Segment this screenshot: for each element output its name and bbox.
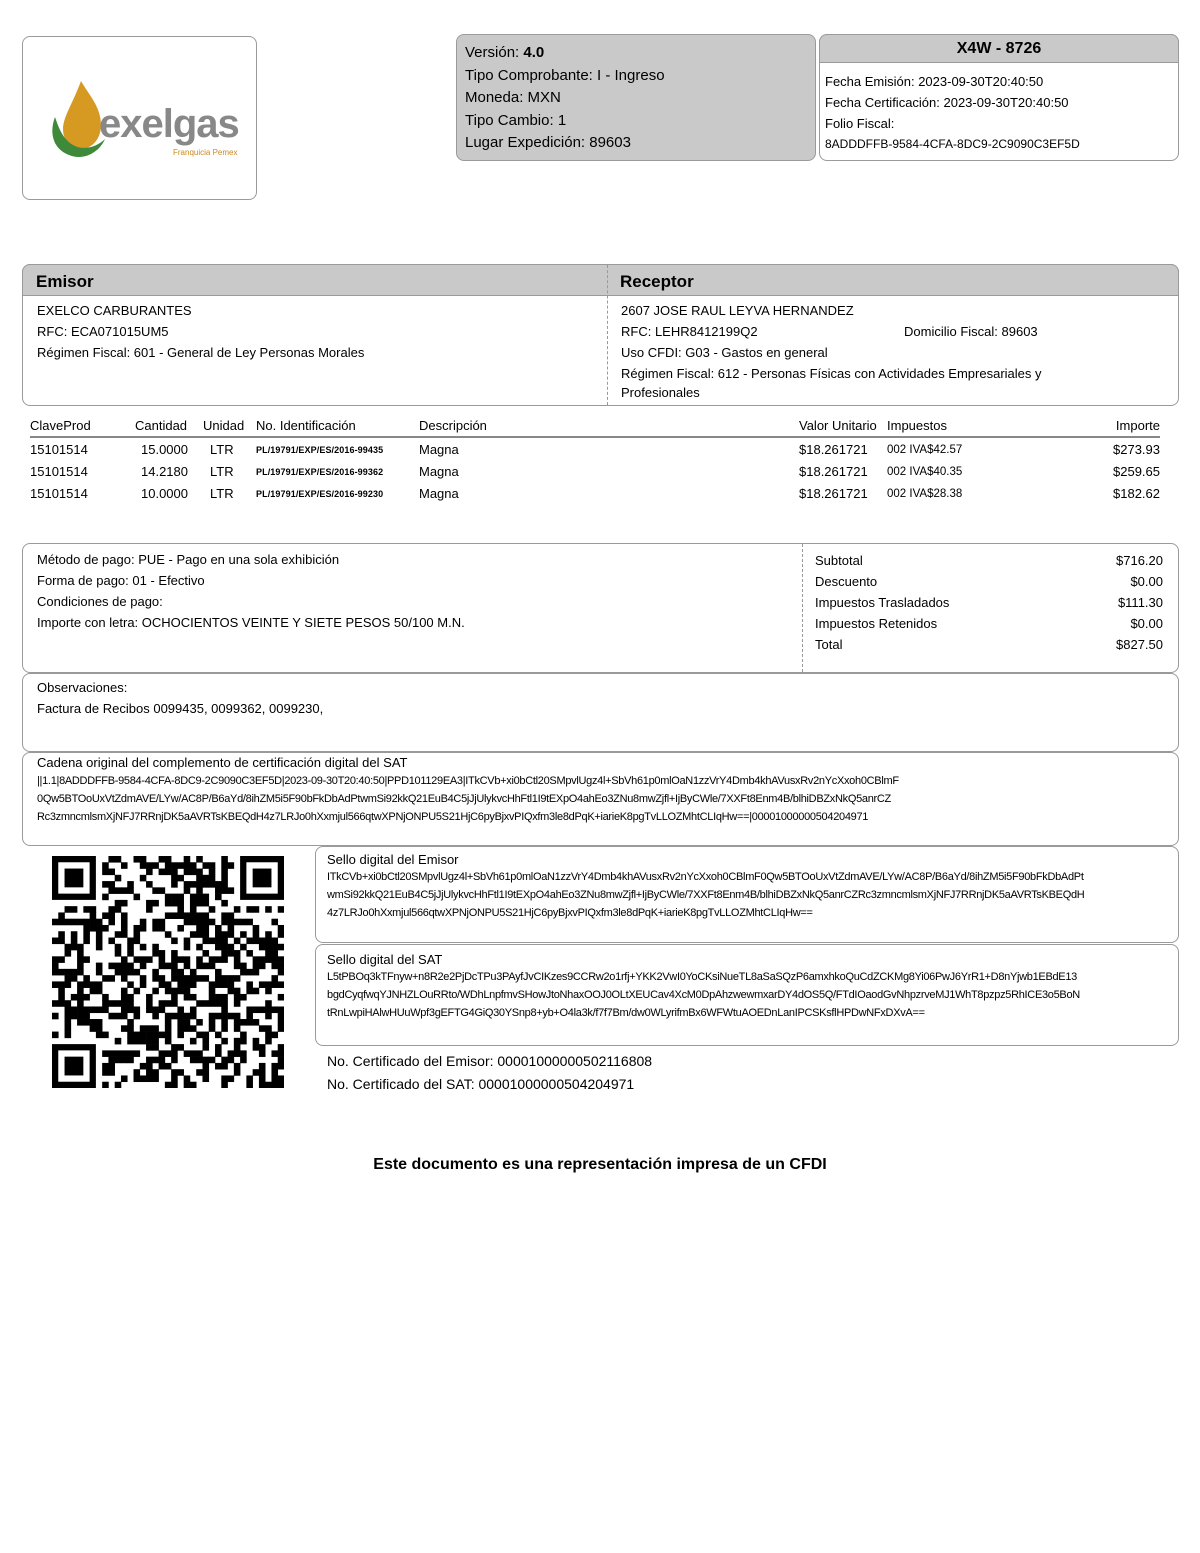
- serie-header: X4W - 8726: [819, 34, 1179, 63]
- col-noid: No. Identificación: [256, 416, 419, 437]
- fecha-certificacion: Fecha Certificación: 2023-09-30T20:40:50: [825, 95, 1069, 110]
- version-value: 4.0: [523, 44, 545, 61]
- qr-code: [52, 856, 284, 1088]
- cadena-line-1: ||1.1|8ADDDFFB-9584-4CFA-8DC9-2C9090C3EF5D|2023-09-30T20:40:50|PPD101129EA3|ITkCVb+xi0bCtl20SMpvlUgz4l+SbVh61p0mlOaN1zzVrY4Dmb4khAVusxRv2nYcXxoh0CBlmF: [37, 775, 899, 787]
- col-unidad: Unidad: [203, 416, 256, 437]
- table-row: [30, 437, 1160, 460]
- cell-valor: $18.261721: [799, 486, 868, 501]
- cell-noid: PL/19791/EXP/ES/2016-99435: [256, 444, 384, 455]
- condiciones-pago: Condiciones de pago:: [37, 594, 163, 609]
- sello-sat-value: L5tPBOq3kTFnyw+n8R2e2PjDcTPu3PAyfJvCIKzes9CCRw2o1rfj+YKK2VwI0YoCKsiNueTL8aSaSQzP6amxhkoQuCdZCKMg8Yi06PwJ6YrR1+D8nYjwb1EBdE13bgdCyqfwqYJNHZLOuRRto/WDhLnpfmvSHowJtoNhaxOOJ0OLtXEUCav4XcM0DpAhzwewmxarDY4dOS5Q/FTdIOaodGvNhpzrveMJ1WhT8pzpz5RhICE3o5BoNtRnLwpiHAlwHUuWpf3gEFTG4GiQ30YSnp8+yb+O4la3k/f7f7Bm/dw0WLyrifmBx6WFWtuAOEDnLanIPCSKsflHPDwNFxDXvA==: [327, 971, 1080, 1019]
- importe-letra: Importe con letra: OCHOCIENTOS VEINTE Y SIETE PESOS 50/100 M.N.: [37, 615, 465, 630]
- cell-cantidad: 15.0000: [141, 442, 188, 457]
- total-row: Subtotal $716.20: [815, 553, 1163, 568]
- receptor-nombre: 2607 JOSE RAUL LEYVA HERNANDEZ: [621, 303, 854, 318]
- moneda: Moneda: MXN: [465, 89, 561, 106]
- qr-code-graphic: [52, 856, 284, 1088]
- cell-cantidad: 10.0000: [141, 486, 188, 501]
- cadena-line-2: 0Qw5BTOoUxVtZdmAVE/LYw/AC8P/B6aYd/8ihZM5i5F90bFkDbAdPtwmSi92kkQ21EuB4C5jJjUlykvcHhFtl1I9tEXpO4ahEo3ZNu8mwZjfl+IjByCWle/7XXFt8Enm4B/blhiDBZxNkQ5anrCZ: [37, 793, 891, 805]
- footer-note: Este documento es una representación impresa de un CFDI: [373, 1156, 827, 1173]
- emisor-receptor-divider: [607, 265, 608, 405]
- emisor-header: Emisor: [36, 272, 94, 291]
- pago-totales-box: [22, 543, 1179, 673]
- flame-drop-icon: [63, 81, 101, 149]
- sello-sat-label: Sello digital del SAT: [327, 952, 443, 967]
- cell-unidad: LTR: [210, 442, 234, 457]
- cell-valor: $18.261721: [799, 442, 868, 457]
- cell-unidad: LTR: [210, 486, 234, 501]
- receptor-uso-cfdi: Uso CFDI: G03 - Gastos en general: [621, 345, 828, 360]
- cadena-label: Cadena original del complemento de certificación digital del SAT: [37, 755, 408, 770]
- folio-fiscal-value: 8ADDDFFB-9584-4CFA-8DC9-2C9090C3EF5D: [825, 137, 1080, 151]
- col-importe: Importe: [1027, 416, 1160, 437]
- emisor-rfc: RFC: ECA071015UM5: [37, 324, 169, 339]
- cell-clave: 15101514: [30, 486, 88, 501]
- version-line: Versión: 4.0: [465, 44, 545, 61]
- sello-sat-box: [315, 944, 1179, 1046]
- sello-emisor-box: [315, 846, 1179, 943]
- col-valor: Valor Unitario: [799, 416, 887, 437]
- cell-descripcion: Magna: [419, 442, 459, 457]
- receptor-domicilio: Domicilio Fiscal: 89603: [904, 324, 1038, 339]
- emisor-nombre: EXELCO CARBURANTES: [37, 303, 192, 318]
- emisor-receptor-box: [22, 264, 1179, 406]
- col-impuestos: Impuestos: [887, 416, 1027, 437]
- cell-valor: $18.261721: [799, 464, 868, 479]
- cell-impuestos: 002 IVA$40.35: [887, 465, 963, 478]
- receptor-rfc: RFC: LEHR8412199Q2: [621, 324, 758, 339]
- conceptos-table: [30, 416, 1160, 504]
- emisor-receptor-header: [22, 264, 1179, 296]
- receptor-header: Receptor: [620, 272, 694, 291]
- tipo-comprobante: Tipo Comprobante: I - Ingreso: [465, 66, 665, 84]
- receptor-rfc-line: [621, 321, 1042, 342]
- pago-totales-divider: [802, 544, 803, 672]
- observaciones-label: Observaciones:: [37, 680, 128, 695]
- cell-unidad: LTR: [210, 464, 234, 479]
- cell-clave: 15101514: [30, 442, 88, 457]
- totales-list: [815, 550, 1163, 655]
- cell-descripcion: Magna: [419, 464, 459, 479]
- folio-fiscal-label: Folio Fiscal:: [825, 116, 895, 131]
- fecha-emision: Fecha Emisión: 2023-09-30T20:40:50: [825, 74, 1044, 89]
- observaciones-text: Factura de Recibos 0099435, 0099362, 0099230,: [37, 701, 324, 716]
- col-cantidad: Cantidad: [135, 416, 203, 437]
- cell-cantidad: 14.2180: [141, 464, 188, 479]
- total-row: Total $827.50: [815, 637, 1163, 652]
- folio-box: [819, 34, 1179, 161]
- conceptos-header-row: [30, 416, 1160, 437]
- table-row: [30, 460, 1160, 482]
- certificado-sat: No. Certificado del SAT: 00001000000504204971: [327, 1076, 635, 1092]
- total-row: Impuestos Retenidos $0.00: [815, 616, 1163, 631]
- brand-tagline: Franquicia Pemex: [173, 148, 238, 157]
- cell-noid: PL/19791/EXP/ES/2016-99362: [256, 466, 384, 477]
- logo-box: [22, 36, 257, 200]
- cell-importe: $273.93: [1113, 442, 1160, 457]
- lugar-expedicion: Lugar Expedición: 89603: [465, 134, 631, 151]
- receptor-regimen-2: Profesionales: [621, 385, 700, 400]
- col-descripcion: Descripción: [419, 416, 799, 437]
- cadena-line-3: Rc3zmncmlsmXjNFJ7RRnjDK5aAVRTsKBEQdH4z7LRJo0hXxmjul566qtwXPNjONPU5S21HjC6pyBjxvPIQxfm3le8dPqK+iarieK8pgTvLLOZMhtCLIqHw==|00001000000504204971: [37, 811, 869, 823]
- col-clave: ClaveProd: [30, 416, 135, 437]
- cell-importe: $259.65: [1113, 464, 1160, 479]
- sello-emisor-label: Sello digital del Emisor: [327, 852, 459, 867]
- comprobante-box: [456, 34, 816, 161]
- tipo-cambio: Tipo Cambio: 1: [465, 111, 567, 129]
- emisor-regimen: Régimen Fiscal: 601 - General de Ley Personas Morales: [37, 345, 365, 360]
- cell-importe: $182.62: [1113, 486, 1160, 501]
- brand-name: exelgas: [99, 102, 239, 146]
- table-row: [30, 482, 1160, 504]
- sello-emisor-value: ITkCVb+xi0bCtl20SMpvlUgz4l+SbVh61p0mlOaN1zzVrY4Dmb4khAVusxRv2nYcXxoh0CBlmF0Qw5BTOoUxVtZdmAVE/LYw/AC8P/B6aYd/8ihZM5i5F90bFkDbAdPtwmSi92kkQ21EuB4C5jJjUlykvcHhFtl1I9tEXpO4ahEo3ZNu8mwZjfl+IjByCWle/7XXFt8Enm4B/blhiDBZxNkQ5anrCZRc3zmncmlsmXjNFJ7RRnjDK5aAVRTsKBEQdH4z7LRJo0hXxmjul566qtwXPNjONPU5S21HjC6pyBjxvPIQxfm3le8dPqK+iarieK8pgTvLLOZMhtCLIqHw==: [327, 871, 1085, 919]
- cadena-box: [22, 752, 1179, 846]
- total-row: Descuento $0.00: [815, 574, 1163, 589]
- cell-impuestos: 002 IVA$42.57: [887, 443, 963, 456]
- total-row: Impuestos Trasladados $111.30: [815, 595, 1163, 610]
- cell-noid: PL/19791/EXP/ES/2016-99230: [256, 488, 384, 499]
- forma-pago: Forma de pago: 01 - Efectivo: [37, 573, 205, 588]
- cell-impuestos: 002 IVA$28.38: [887, 487, 963, 500]
- metodo-pago: Método de pago: PUE - Pago en una sola exhibición: [37, 552, 340, 567]
- cell-clave: 15101514: [30, 464, 88, 479]
- certificado-emisor: No. Certificado del Emisor: 00001000000502116808: [327, 1053, 653, 1069]
- cell-descripcion: Magna: [419, 486, 459, 501]
- receptor-regimen-1: Régimen Fiscal: 612 - Personas Físicas con Actividades Empresariales y: [621, 366, 1042, 381]
- exelgas-logo: [23, 37, 256, 199]
- observaciones-box: [22, 673, 1179, 752]
